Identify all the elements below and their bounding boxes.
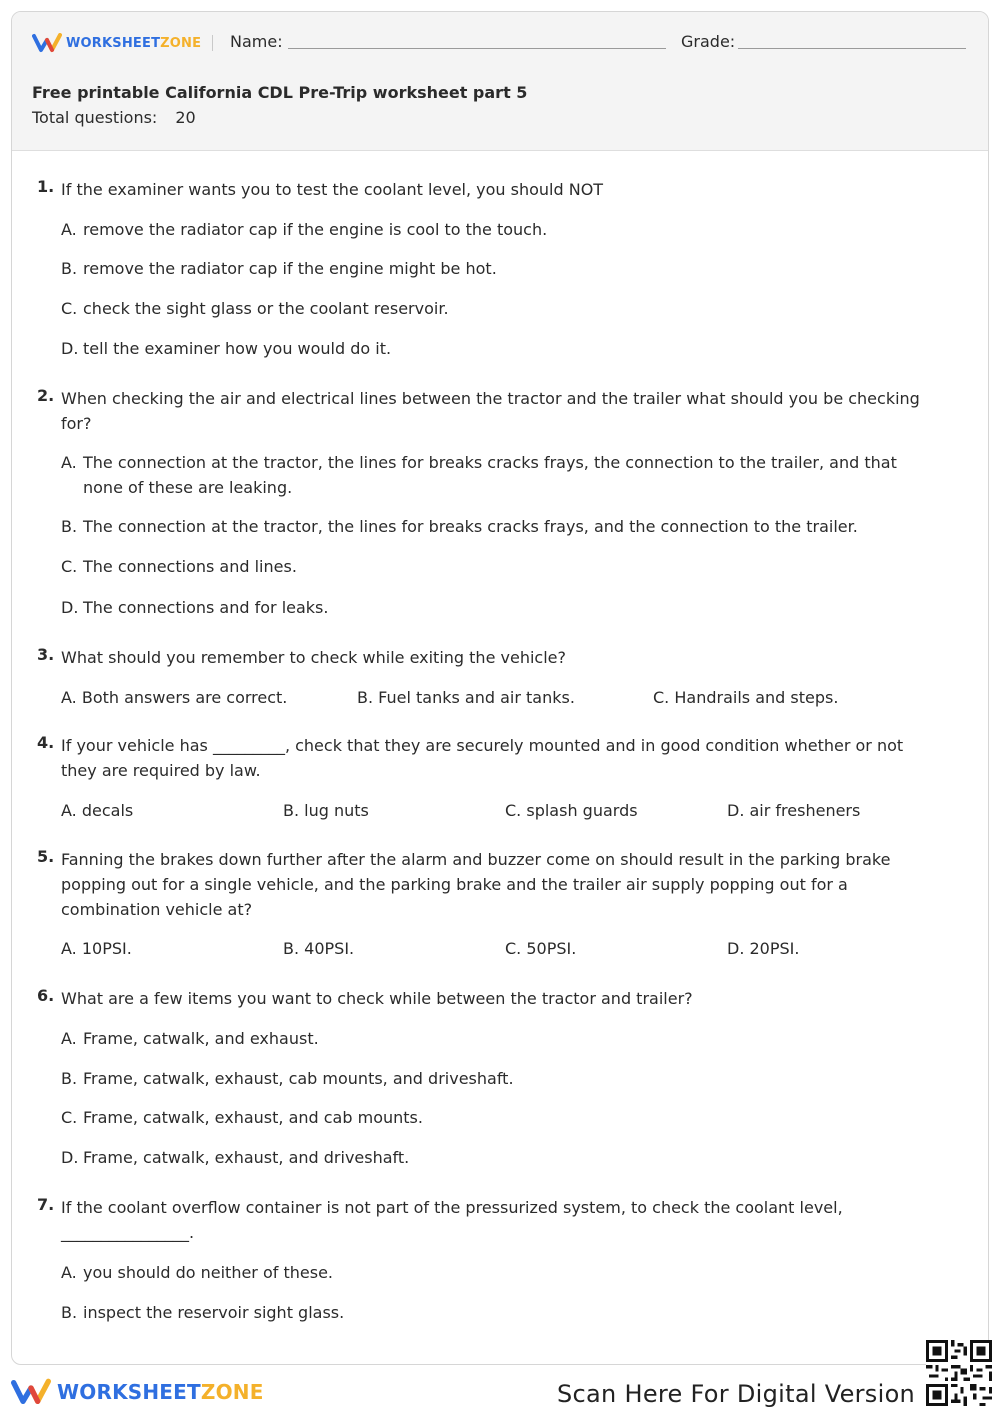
qr-code-icon[interactable] bbox=[926, 1340, 992, 1406]
w-logo-icon bbox=[11, 1378, 51, 1406]
option-letter: A. bbox=[61, 1029, 77, 1048]
option-text: The connections and for leaks. bbox=[83, 598, 329, 617]
question-text: Fanning the brakes down further after the alarm and buzzer come on should result in the parking brake popping out for a single vehicle, and the parking brake and the trailer air supply popping out for a combination vehicle at? bbox=[61, 850, 891, 919]
total-questions-value: 20 bbox=[175, 108, 196, 127]
option-letter: A. bbox=[61, 220, 77, 239]
name-field[interactable] bbox=[288, 48, 666, 49]
worksheet-title: Free printable California CDL Pre-Trip worksheet part 5 bbox=[32, 83, 528, 102]
answer-option[interactable] bbox=[505, 936, 576, 961]
option-text: Handrails and steps. bbox=[674, 688, 839, 707]
option-text: inspect the reservoir sight glass. bbox=[83, 1303, 345, 1322]
worksheet-zone-logo bbox=[32, 33, 201, 53]
option-letter: B. bbox=[61, 1069, 78, 1088]
option-letter: D. bbox=[61, 598, 79, 617]
option-text: decals bbox=[81, 801, 134, 820]
name-label: Name: bbox=[230, 32, 283, 51]
option-letter: B. bbox=[357, 688, 374, 707]
option-letter: C. bbox=[505, 939, 522, 958]
answer-option[interactable] bbox=[61, 296, 931, 321]
option-letter: B. bbox=[283, 939, 300, 958]
option-letter: A. bbox=[61, 688, 77, 707]
answer-option[interactable] bbox=[357, 685, 575, 710]
option-letter: A. bbox=[61, 1263, 77, 1282]
option-letter: A. bbox=[61, 939, 77, 958]
option-text: Frame, catwalk, exhaust, and cab mounts. bbox=[83, 1108, 423, 1127]
worksheet-page bbox=[11, 11, 989, 1365]
option-text: 40PSI. bbox=[304, 939, 355, 958]
option-letter: B. bbox=[61, 259, 78, 278]
option-text: Frame, catwalk, exhaust, cab mounts, and driveshaft. bbox=[83, 1069, 514, 1088]
option-letter: C. bbox=[61, 557, 78, 576]
question-number: 5. bbox=[37, 847, 55, 866]
page-footer bbox=[0, 1365, 1000, 1414]
total-questions bbox=[32, 108, 196, 127]
option-letter: C. bbox=[505, 801, 522, 820]
logo-text: WORKSHEETZONE bbox=[66, 35, 202, 51]
grade-label: Grade: bbox=[681, 32, 736, 51]
answer-option[interactable] bbox=[61, 685, 287, 710]
answer-option[interactable] bbox=[283, 798, 369, 823]
option-letter: D. bbox=[727, 939, 745, 958]
answer-option[interactable] bbox=[61, 336, 931, 361]
question-number: 6. bbox=[37, 986, 55, 1005]
option-letter: A. bbox=[61, 801, 77, 820]
option-text: check the sight glass or the coolant reservoir. bbox=[83, 299, 449, 318]
answer-option[interactable] bbox=[61, 554, 931, 579]
option-letter: A. bbox=[61, 453, 77, 472]
option-letter: D. bbox=[61, 1148, 79, 1167]
answer-option[interactable] bbox=[653, 685, 838, 710]
answer-option[interactable] bbox=[61, 1300, 931, 1325]
option-letter: D. bbox=[61, 339, 79, 358]
option-text: 10PSI. bbox=[81, 939, 132, 958]
brand-row bbox=[32, 31, 964, 57]
option-letter: C. bbox=[61, 1108, 78, 1127]
question-text: When checking the air and electrical lines between the tractor and the trailer what should you be checking for? bbox=[61, 389, 920, 433]
option-text: lug nuts bbox=[304, 801, 369, 820]
footer-logo-text: WORKSHEETZONE bbox=[57, 1380, 264, 1404]
option-text: The connection at the tractor, the lines for breaks cracks frays, and the connection to the trailer. bbox=[83, 517, 858, 536]
option-letter: B. bbox=[61, 1303, 78, 1322]
option-text: The connections and lines. bbox=[83, 557, 297, 576]
total-questions-label: Total questions: bbox=[32, 108, 158, 127]
answer-option[interactable] bbox=[61, 1026, 931, 1051]
answer-option[interactable] bbox=[61, 1105, 931, 1130]
question-text: What should you remember to check while exiting the vehicle? bbox=[61, 648, 566, 667]
header-divider bbox=[212, 35, 213, 51]
question-number: 4. bbox=[37, 733, 55, 752]
answer-option[interactable] bbox=[61, 514, 931, 539]
option-text: Both answers are correct. bbox=[81, 688, 288, 707]
scan-text: Scan Here For Digital Version bbox=[557, 1380, 916, 1408]
option-text: remove the radiator cap if the engine might be hot. bbox=[83, 259, 497, 278]
answer-option[interactable] bbox=[61, 1145, 931, 1170]
answer-option[interactable] bbox=[61, 1066, 931, 1091]
w-logo-icon bbox=[32, 33, 62, 53]
answer-option[interactable] bbox=[61, 256, 931, 281]
question-text: What are a few items you want to check while between the tractor and trailer? bbox=[61, 989, 693, 1008]
option-letter: B. bbox=[283, 801, 300, 820]
question-text: If your vehicle has _________, check that they are securely mounted and in good condition whether or not they are required by law. bbox=[61, 736, 904, 780]
option-text: tell the examiner how you would do it. bbox=[83, 339, 392, 358]
answer-option[interactable] bbox=[61, 217, 931, 242]
answer-option[interactable] bbox=[727, 798, 860, 823]
option-text: Frame, catwalk, and exhaust. bbox=[83, 1029, 319, 1048]
option-text: you should do neither of these. bbox=[83, 1263, 333, 1282]
answer-option[interactable] bbox=[61, 798, 133, 823]
answer-option[interactable] bbox=[61, 450, 931, 500]
answer-option[interactable] bbox=[283, 936, 354, 961]
option-text: 50PSI. bbox=[526, 939, 577, 958]
answer-option[interactable] bbox=[727, 936, 799, 961]
option-text: air fresheners bbox=[749, 801, 861, 820]
option-text: Frame, catwalk, exhaust, and driveshaft. bbox=[83, 1148, 410, 1167]
worksheet-header bbox=[12, 12, 988, 151]
option-letter: D. bbox=[727, 801, 745, 820]
option-letter: C. bbox=[653, 688, 670, 707]
footer-logo bbox=[11, 1378, 264, 1406]
option-text: Fuel tanks and air tanks. bbox=[378, 688, 575, 707]
question-number: 3. bbox=[37, 645, 55, 664]
answer-option[interactable] bbox=[61, 936, 132, 961]
grade-field[interactable] bbox=[738, 48, 966, 49]
question-number: 7. bbox=[37, 1195, 55, 1214]
question-number: 1. bbox=[37, 177, 55, 196]
option-text: splash guards bbox=[526, 801, 638, 820]
question-text: If the coolant overflow container is not part of the pressurized system, to check the coolant level, ________________. bbox=[61, 1198, 843, 1242]
question-number: 2. bbox=[37, 386, 55, 405]
answer-option[interactable] bbox=[61, 595, 931, 620]
option-letter: C. bbox=[61, 299, 78, 318]
option-letter: B. bbox=[61, 517, 78, 536]
answer-option[interactable] bbox=[505, 798, 638, 823]
option-text: 20PSI. bbox=[749, 939, 800, 958]
question-text: If the examiner wants you to test the coolant level, you should NOT bbox=[61, 180, 604, 199]
answer-option[interactable] bbox=[61, 1260, 931, 1285]
option-text: The connection at the tractor, the lines for breaks cracks frays, the connection to the trailer, and that none of these are leaking. bbox=[83, 453, 897, 497]
option-text: remove the radiator cap if the engine is cool to the touch. bbox=[83, 220, 548, 239]
